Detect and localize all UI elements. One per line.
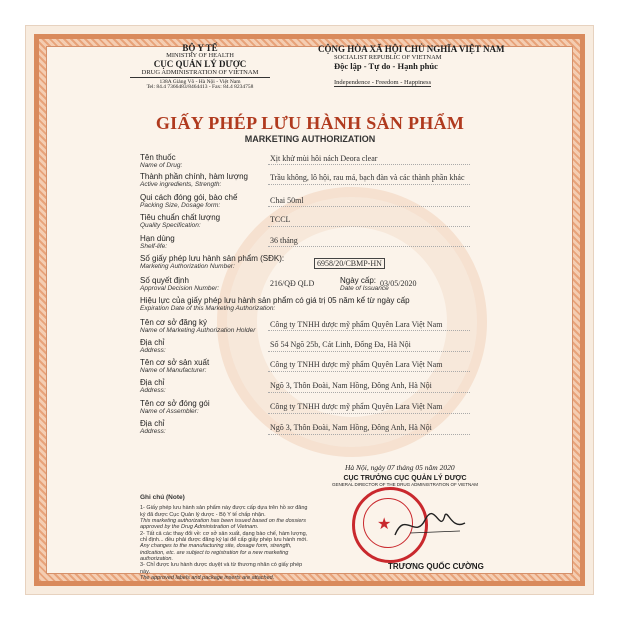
motto-en: Independence - Freedom - Happiness [334, 79, 432, 86]
leader-line [268, 413, 470, 414]
issue-place-date: Hà Nội, ngày 07 tháng 05 năm 2020 [345, 463, 455, 472]
value-issue-date: 03/05/2020 [380, 279, 417, 288]
field-decision: Số quyết định Approval Decision Number: [140, 276, 220, 292]
value-auth-number: 6958/20/CBMP-HN [314, 258, 385, 269]
issuer-header [130, 44, 270, 91]
field-issue-date: Ngày cấp: Date of Issuance [340, 276, 389, 292]
signer-block [320, 475, 490, 487]
republic-vi: CỘNG HÒA XÃ HỘI CHỦ NGHĨA VIỆT NAM [318, 44, 505, 54]
value-packing: Chai 50ml [270, 196, 304, 205]
leader-line [268, 330, 470, 331]
note-3-en: The approved labels and package inserts are attached. [140, 574, 275, 581]
signer-name: TRƯƠNG QUỐC CƯỜNG [388, 562, 484, 571]
field-holder-address: Địa chỉ Address: [140, 338, 166, 354]
value-assembler-address: Ngõ 3, Thôn Đoài, Nam Hồng, Đông Anh, Hà Nội [270, 423, 432, 432]
star-icon: ★ [377, 516, 392, 533]
value-ingredients: Trầu không, lô hội, rau má, bạch đàn và các thành phần khác [270, 173, 465, 182]
agency-phone: Tel: 84.4 7366483/8464413 - Fax: 84.4 8234758 [146, 84, 254, 91]
note-2-en: Any changes to the manufacturing site, dosage form, strength, indication, etc. are subject to registration for a new marketing authorization. [140, 543, 292, 562]
document-subtitle: MARKETING AUTHORIZATION [244, 134, 376, 144]
value-assembler: Công ty TNHH dược mỹ phẩm Quyên Lara Việt Nam [270, 402, 443, 411]
field-auth-number: Số giấy phép lưu hành sản phẩm (SĐK): Marketing Authorization Number: [140, 254, 285, 270]
value-shelf-life: 36 tháng [270, 236, 298, 245]
note-3: 3- Chỉ được lưu hành dược duyệt và từ thương nhân có giấy phép này. [140, 562, 303, 575]
leader-line [268, 206, 470, 207]
value-manufacturer-address: Ngõ 3, Thôn Đoài, Nam Hồng, Đông Anh, Hà Nội [270, 381, 432, 390]
field-packing: Qui cách đóng gói, bào chế Packing Size, Dosage form: [140, 193, 238, 209]
value-holder: Công ty TNHH dược mỹ phẩm Quyên Lara Việt Nam [270, 320, 443, 329]
document-title: GIẤY PHÉP LƯU HÀNH SẢN PHẨM [155, 113, 465, 133]
field-expiry: Hiệu lực của giấy phép lưu hành sản phẩm có giá trị 05 năm kể từ ngày cấp Expiration Date of this Marketing Authorization: [140, 296, 410, 312]
leader-line [268, 434, 470, 435]
leader-line [268, 184, 470, 185]
agency-address: 138A Giảng Võ - Hà Nội - Việt Nam [159, 78, 241, 85]
agency-vi: CỤC QUẢN LÝ DƯỢC [153, 59, 247, 70]
value-decision: 216/QĐ QLD [270, 279, 315, 288]
signer-title-vi: CỤC TRƯỞNG CỤC QUẢN LÝ DƯỢC [343, 475, 467, 482]
ministry-vi: BỘ Y TẾ [182, 43, 218, 53]
field-assembler: Tên cơ sở đóng gói Name of Assembler: [140, 399, 210, 415]
field-quality: Tiêu chuẩn chất lượng Quality Specification: [140, 213, 221, 229]
notes-block [140, 494, 310, 581]
note-2: 2- Tất cả các thay đổi về: cơ sở sản xuất, dạng bào chế, hàm lượng, chỉ định... đều phải được đăng ký lại để cấp giấy phép lưu hành mới. [140, 530, 308, 544]
field-holder: Tên cơ sở đăng ký Name of Marketing Authorization Holder [140, 318, 256, 334]
notes-heading: Ghi chú (Note) [140, 494, 185, 501]
field-shelf-life: Hạn dùng Shelf-life: [140, 234, 175, 250]
signature [390, 505, 470, 545]
leader-line [268, 351, 470, 352]
republic-en: SOCIALIST REPUBLIC OF VIETNAM [334, 54, 442, 61]
value-manufacturer: Công ty TNHH dược mỹ phẩm Quyên Lara Việt Nam [270, 360, 443, 369]
leader-line [268, 164, 470, 165]
field-ingredients: Thành phần chính, hàm lượng Active ingredients, Strength: [140, 172, 249, 188]
motto-vi: Độc lập - Tự do - Hạnh phúc [334, 61, 438, 71]
value-quality: TCCL [270, 215, 291, 224]
signer-title-en: GENERAL DIRECTOR OF THE DRUG ADMINISTRATION OF VIETNAM [331, 482, 479, 487]
agency-en: DRUG ADMINISTRATION OF VIETNAM [130, 70, 270, 78]
leader-line [268, 371, 470, 372]
field-assembler-address: Địa chỉ Address: [140, 419, 166, 435]
field-drug: Tên thuốc Name of Drug: [140, 153, 183, 169]
value-drug: Xịt khử mùi hôi nách Deora clear [270, 154, 378, 163]
ministry-en: MINISTRY OF HEALTH [166, 52, 234, 60]
field-manufacturer: Tên cơ sở sản xuất Name of Manufacturer: [140, 358, 210, 374]
title-block [0, 113, 620, 144]
note-1: 1- Giấy phép lưu hành sản phẩm này được cấp dựa trên hồ sơ đăng ký đã được Cục Quản lý dược - Bộ Y tế chấp nhận. [140, 505, 308, 518]
note-1-en: This marketing authorization has been issued based on the dossiers approved by the Drug Administration of Vietnam. [140, 518, 307, 531]
leader-line [268, 246, 470, 247]
value-holder-address: Số 54 Ngõ 25b, Cát Linh, Đống Đa, Hà Nội [270, 340, 411, 349]
national-header [318, 44, 504, 89]
field-manufacturer-address: Địa chỉ Address: [140, 378, 166, 394]
leader-line [268, 226, 470, 227]
leader-line [268, 392, 470, 393]
